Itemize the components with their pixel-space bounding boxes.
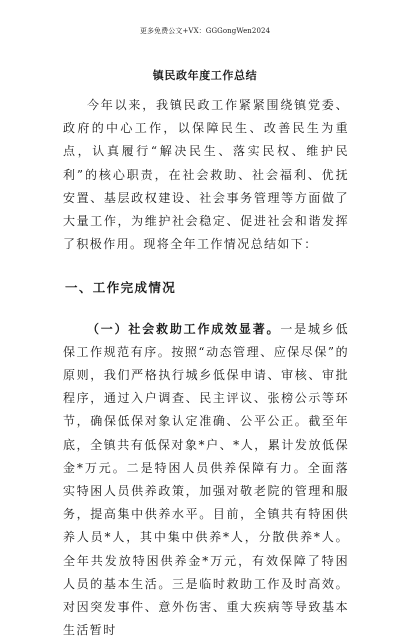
header-note: 更多免费公文+VX：GGGongWen2024 — [139, 27, 271, 35]
intro-paragraph: 今年以来，我镇民政工作紧紧围绕镇党委、政府的中心工作，以保障民生、改善民生为重点，认真履行“解决民生、落实民权、维护民利”的核心职责，在社会救助、社会福利、优抚安置、基层政权建设、社会事务管理等方面做了大量工作，为维护社会稳定、促进社会和谐发挥了积极作用。现将全年工作情况总结如下： — [63, 98, 349, 252]
document-title: 镇民政年度工作总结 — [152, 69, 258, 82]
subsection-body: 一是城乡低保工作规范有序。按照“动态管理、应保尽保”的原则，我们严格执行城乡低保申请、审核、审批程序，通过入户调查、民主评议、张榜公示等环节，确保低保对象认定准确、公平公正。截至年底，全镇共有低保对象*户、*人，累计发放低保金*万元。二是特困人员供养保障有力。全面落实特困人员供养政策，加强对敬老院的管理和服务，提高集中供养水平。目前，全镇共有特困供养人员*人，其中集中供养*人，分散供养*人。全年共发放特困供养金*万元，有效保障了特困人员的基本生活。三是临时救助工作及时高效。对因突发事件、意外伤害、重大疾病等导致基本生活暂时 — [63, 321, 349, 638]
section-heading: 一、工作完成情况 — [65, 280, 177, 296]
section-paragraph — [63, 318, 349, 642]
document-body — [63, 94, 349, 642]
subsection-lead: （一）社会救助工作成效显著。 — [87, 321, 281, 336]
